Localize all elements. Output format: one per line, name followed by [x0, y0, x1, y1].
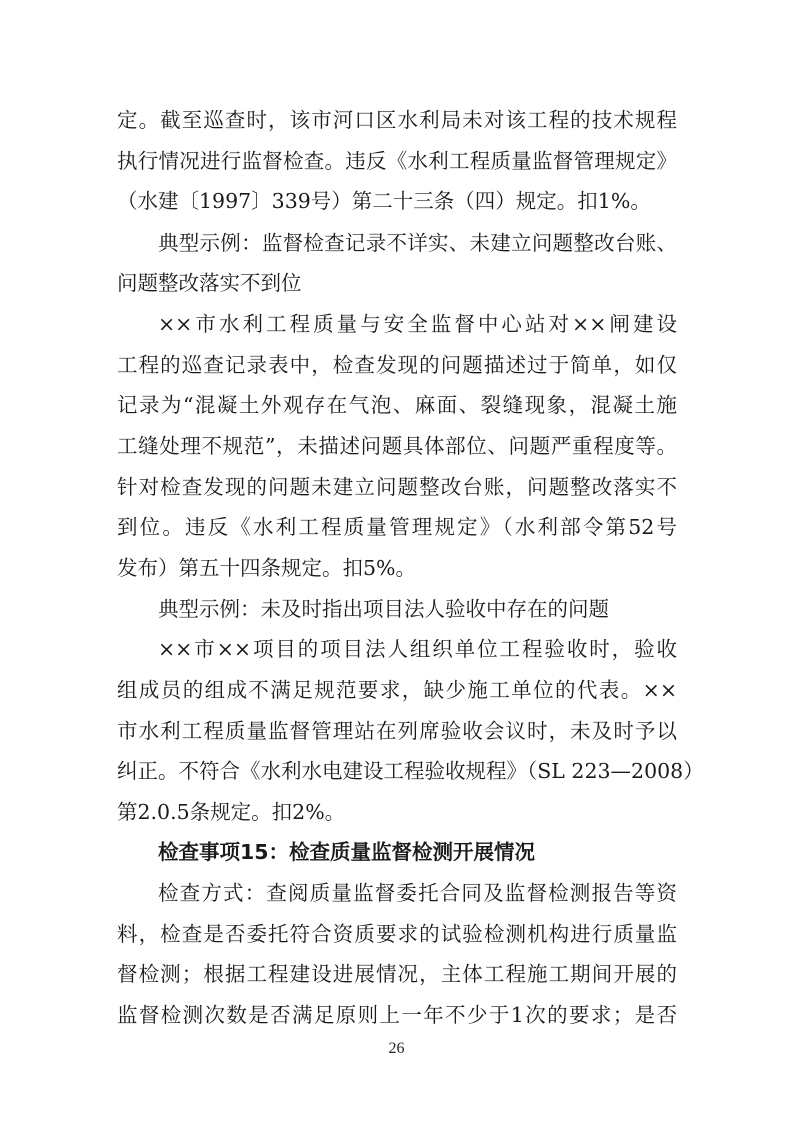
paragraph-line: 检查方式：查阅质量监督委托合同及监督检测报告等资 [158, 881, 677, 905]
paragraph-line: 工缝处理不规范”，未描述问题具体部位、问题严重程度等。 [117, 434, 677, 458]
paragraph-line: 督检测；根据工程建设进展情况，主体工程施工期间开展的 [117, 962, 677, 986]
paragraph-line: 执行情况进行监督检查。违反《水利工程质量监督管理规定》 [117, 149, 677, 173]
paragraph-line: 定。截至巡查时，该市河口区水利局未对该工程的技术规程 [117, 108, 677, 132]
paragraph-line: 料，检查是否委托符合资质要求的试验检测机构进行质量监 [117, 922, 677, 946]
paragraph-line: 纠正。不符合《水利水电建设工程验收规程》（SL 223—2008） [117, 759, 704, 783]
paragraph-line: 市水利工程质量监督管理站在列席验收会议时，未及时予以 [117, 719, 677, 743]
paragraph-line: ××市××项目的项目法人组织单位工程验收时，验收 [158, 637, 677, 661]
paragraph-line: 到位。违反《水利工程质量管理规定》（水利部令第52号 [117, 515, 677, 539]
example-heading: 问题整改落实不到位 [117, 271, 302, 295]
paragraph-line: 组成员的组成不满足规范要求，缺少施工单位的代表。×× [117, 678, 677, 702]
page-number: 26 [388, 1040, 405, 1057]
paragraph-line: 针对检查发现的问题未建立问题整改台账，问题整改落实不 [117, 475, 677, 499]
paragraph-line: 发布）第五十四条规定。扣5%。 [117, 556, 417, 580]
paragraph-line: 第2.0.5条规定。扣2%。 [117, 800, 346, 824]
example-heading: 典型示例：监督检查记录不详实、未建立问题整改台账、 [158, 231, 677, 255]
paragraph-line: （水建〔1997〕339号）第二十三条（四）规定。扣1%。 [117, 189, 651, 213]
section-heading: 检查事项15：检查质量监督检测开展情况 [158, 840, 536, 864]
example-heading: 典型示例：未及时指出项目法人验收中存在的问题 [158, 597, 609, 621]
paragraph-line: ××市水利工程质量与安全监督中心站对××闸建设 [158, 312, 677, 336]
paragraph-line: 工程的巡查记录表中，检查发现的问题描述过于简单，如仅 [117, 353, 677, 377]
paragraph-line: 监督检测次数是否满足原则上一年不少于1次的要求；是否 [117, 1003, 677, 1027]
paragraph-line: 记录为“混凝土外观存在气泡、麻面、裂缝现象，混凝土施 [117, 393, 677, 417]
